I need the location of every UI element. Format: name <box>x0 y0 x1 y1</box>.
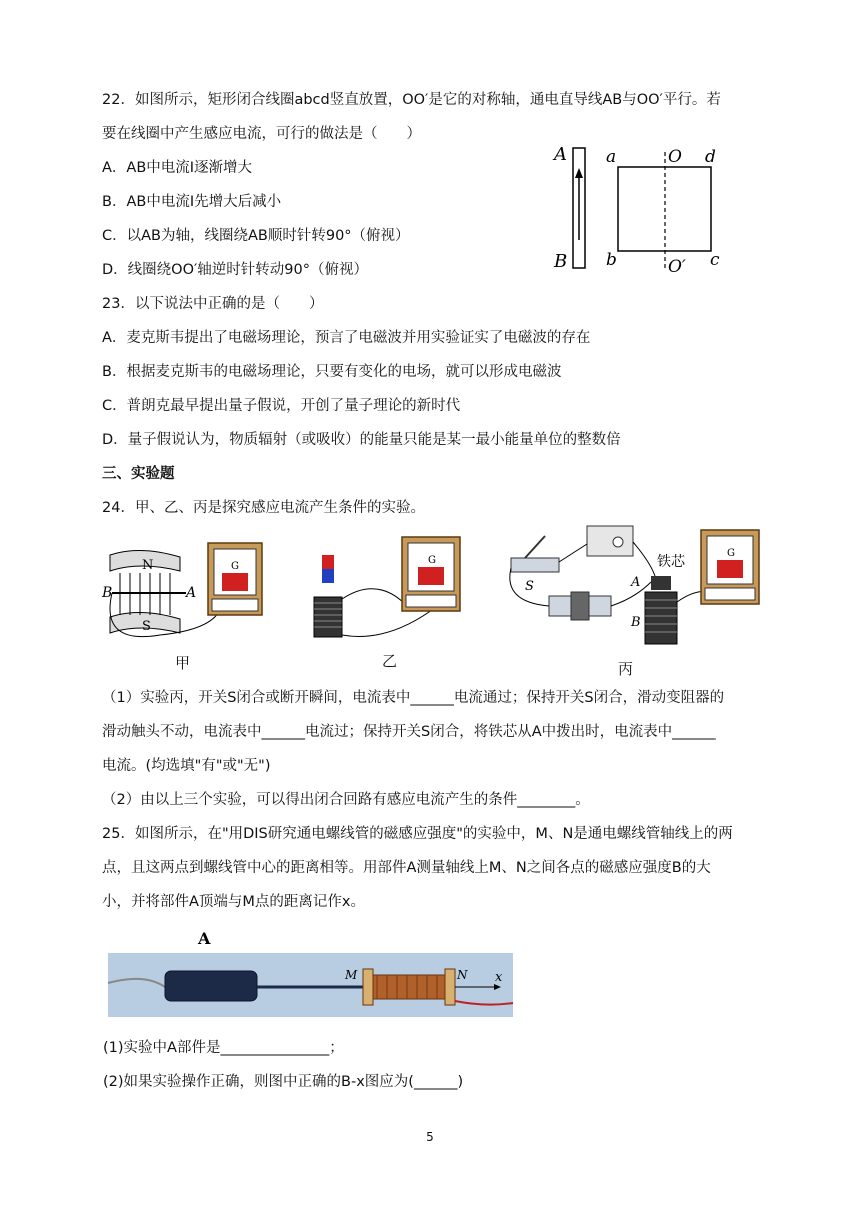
galvanometer-magnet <box>717 560 743 578</box>
solenoid <box>367 975 451 999</box>
galvanometer-magnet <box>418 567 444 585</box>
q22-line1: 22．如图所示，矩形闭合线圈abcd竖直放置，OO′是它的对称轴，通电直导线AB与OO′平行。若 <box>102 92 721 108</box>
galvanometer-magnet <box>222 573 248 591</box>
q22-option-c: C．以AB为轴，线圈绕AB顺时针转90°（俯视） <box>102 228 410 244</box>
q25-line1: 25．如图所示，在"用DIS研究通电螺线管的磁感应强度"的实验中，M、N是通电螺线管轴线上的两 <box>102 826 733 842</box>
caption-bing: 丙 <box>618 660 634 678</box>
label-d: d <box>705 147 716 167</box>
q22-option-d: D．线圈绕OO′轴逆时针转动90°（俯视） <box>102 262 368 278</box>
label-o-prime: O′ <box>668 257 686 275</box>
galvanometer-g: G <box>727 548 735 559</box>
label-a: a <box>606 147 617 167</box>
label-o: O <box>668 147 682 167</box>
q22-option-a: A．AB中电流I逐渐增大 <box>102 160 253 176</box>
switch-s <box>511 558 559 572</box>
q23-option-b: B．根据麦克斯韦的电磁场理论，只要有变化的电场，就可以形成电磁波 <box>102 364 562 380</box>
q25-line3: 小，并将部件A顶端与M点的距离记作x。 <box>102 894 366 910</box>
label-iron-core: 铁芯 <box>657 554 685 570</box>
label-m: M <box>345 968 358 982</box>
q22-option-b: B．AB中电流I先增大后减小 <box>102 194 282 210</box>
label-a: A <box>631 575 641 590</box>
section-heading: 三、实验题 <box>102 466 175 482</box>
sensor-body <box>165 971 257 1001</box>
q22-line2: 要在线圈中产生感应电流，可行的做法是（ ） <box>102 126 421 142</box>
q24-part1-line2: 滑动触头不动，电流表中______电流过；保持开关S闭合，将铁芯从A中拨出时，电流表中______ <box>102 724 716 740</box>
current-arrowhead <box>575 168 583 178</box>
caption-yi: 乙 <box>382 652 398 670</box>
galvanometer-terminals <box>705 588 755 600</box>
q24-stem: 24．甲、乙、丙是探究感应电流产生条件的实验。 <box>102 500 425 516</box>
figure-yi <box>308 535 473 645</box>
galvanometer-g: G <box>428 555 436 566</box>
label-b: B <box>102 585 113 601</box>
pole-s: S <box>142 619 151 634</box>
bar-magnet-n <box>322 555 334 569</box>
q22-figure <box>548 140 738 275</box>
q24-part2: （2）由以上三个实验，可以得出闭合回路有感应电流产生的条件________。 <box>102 792 590 808</box>
wire-top <box>342 589 408 607</box>
figure-jia <box>100 535 270 650</box>
figure-bing <box>505 522 770 654</box>
label-b: b <box>606 250 617 270</box>
label-n: N <box>457 968 468 982</box>
label-s: S <box>525 579 534 594</box>
label-B: B <box>554 251 568 272</box>
power-supply <box>587 526 633 556</box>
galvanometer-terminals <box>406 595 456 607</box>
label-A: A <box>554 144 567 165</box>
galvanometer-g: G <box>231 561 239 572</box>
q25-sub2: (2)如果实验操作正确，则图中正确的B-x图应为(______) <box>103 1074 464 1090</box>
q24-part1-line1: （1）实验丙，开关S闭合或断开瞬间，电流表中______电流通过；保持开关S闭合，滑动变阻器的 <box>102 690 725 706</box>
pole-n: N <box>142 558 154 573</box>
galvanometer-terminals <box>212 599 258 611</box>
q24-part1-line3: 电流。(均选填"有"或"无") <box>102 758 271 774</box>
caption-jia: 甲 <box>175 654 191 672</box>
label-part-a: A <box>198 929 211 948</box>
label-a: A <box>186 585 197 601</box>
q25-line2: 点，且这两点到螺线管中心的距离相等。用部件A测量轴线上M、N之间各点的磁感应强度B的大 <box>102 860 711 876</box>
q25-figure <box>105 925 515 1020</box>
bar-magnet-s <box>322 569 334 583</box>
coil-a <box>651 576 671 590</box>
q23-stem: 23．以下说法中正确的是（ ） <box>102 296 324 312</box>
q23-option-a: A．麦克斯韦提出了电磁场理论，预言了电磁波并用实验证实了电磁波的存在 <box>102 330 591 346</box>
label-b: B <box>631 615 641 630</box>
label-x: x <box>495 970 503 985</box>
label-c: c <box>710 250 720 270</box>
page-number: 5 <box>426 1130 434 1144</box>
q25-sub1: (1)实验中A部件是_______________； <box>103 1040 344 1056</box>
q23-option-d: D．量子假说认为，物质辐射（或吸收）的能量只能是某一最小能量单位的整数倍 <box>102 432 621 448</box>
q23-option-c: C．普朗克最早提出量子假说，开创了量子理论的新时代 <box>102 398 461 414</box>
